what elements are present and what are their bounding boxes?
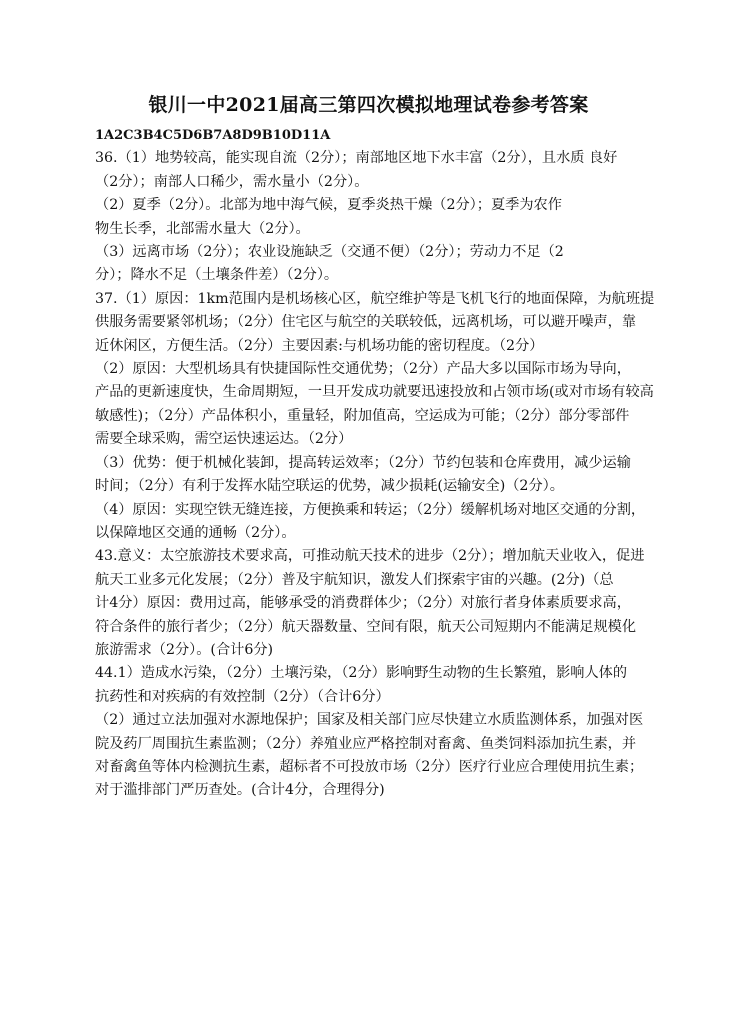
multiple-choice-answers: 1A2C3B4C5D6B7A8D9B10D11A — [95, 128, 331, 143]
text-line: 物生长季，北部需水量大（2分）。 — [95, 220, 310, 237]
text-line: 敏感性)；（2分）产品体积小，重量轻，附加值高，空运成为可能；（2分）部分零部件 — [95, 407, 630, 424]
text-line: （2分）；南部人口稀少，需水量小（2分）。 — [95, 173, 369, 190]
text-line: 计4分）原因：费用过高，能够承受的消费群体少；（2分）对旅行者身体素质要求高， — [95, 595, 631, 612]
answer-content — [95, 124, 655, 803]
document-title: 银川一中2021届高三第四次模拟地理试卷参考答案 — [148, 94, 589, 116]
text-line: 供服务需要紧邻机场；（2分）住宅区与航空的关联较低，远离机场，可以避开噪声，靠 — [95, 314, 637, 331]
text-line: 37.（1）原因：1km范围内是机场核心区，航空维护等是飞机飞行的地面保障，为航班提 — [95, 290, 655, 307]
text-line: 对于滥排部门严历查处。(合计4分，合理得分) — [95, 782, 385, 799]
text-line: （3）优势：便于机械化装卸，提高转运效率；（2分）节约包装和仓库费用，减少运输 — [95, 454, 631, 471]
text-line: 近休闲区，方便生活。（2分）主要因素:与机场功能的密切程度。（2分） — [95, 337, 544, 354]
text-line: （2）原因：大型机场具有快捷国际性交通优势；（2分）产品大多以国际市场为导向， — [95, 361, 631, 378]
text-line: 需要全球采购，需空运快速运达。（2分） — [95, 431, 353, 448]
text-line: 院及药厂周围抗生素监测；（2分）养殖业应严格控制对畜禽、鱼类饲料添加抗生素，并 — [95, 735, 637, 752]
text-line: 旅游需求（2分）。(合计6分) — [95, 641, 274, 658]
text-line: 对畜禽鱼等体内检测抗生素，超标者不可投放市场（2分）医疗行业应合理使用抗生素； — [95, 758, 644, 775]
text-line: 44.1）造成水污染，（2分）土壤污染，（2分）影响野生动物的生长繁殖，影响人体的 — [95, 665, 628, 682]
text-line: 36.（1）地势较高，能实现自流（2分）；南部地区地下水丰富（2分），且水质 良好 — [95, 150, 618, 167]
text-line: 分）；降水不足（土壤条件差）（2分）。 — [95, 267, 339, 284]
text-line: （3）远离市场（2分）；农业设施缺乏（交通不便）（2分）；劳动力不足（2 — [95, 244, 564, 261]
text-line: （2）夏季（2分）。北部为地中海气候，夏季炎热干燥（2分）；夏季为农作 — [95, 197, 562, 214]
text-line: （4）原因：实现空铁无缝连接，方便换乘和转运；（2分）缓解机场对地区交通的分割， — [95, 501, 646, 518]
text-line: （2）通过立法加强对水源地保护；国家及相关部门应尽快建立水质监测体系，加强对医 — [95, 712, 644, 729]
text-line: 产品的更新速度快，生命周期短，一旦开发成功就要迅速投放和占领市场(或对市场有较高 — [95, 384, 654, 401]
text-line: 符合条件的旅行者少；（2分）航天器数量、空间有限，航天公司短期内不能满足规模化 — [95, 618, 637, 635]
text-line: 以保障地区交通的通畅（2分）。 — [95, 524, 296, 541]
text-line: 航天工业多元化发展；（2分）普及宇航知识，激发人们探索宇宙的兴趣。(2分)（总 — [95, 571, 614, 588]
text-line: 时间；（2分）有利于发挥水陆空联运的优势，减少损耗(运输安全)（2分）。 — [95, 478, 564, 495]
text-line: 抗药性和对疾病的有效控制（2分）（合计6分） — [95, 688, 390, 705]
text-line: 43.意义：太空旅游技术要求高，可推动航天技术的进步（2分）；增加航天业收入，促进 — [95, 548, 645, 565]
